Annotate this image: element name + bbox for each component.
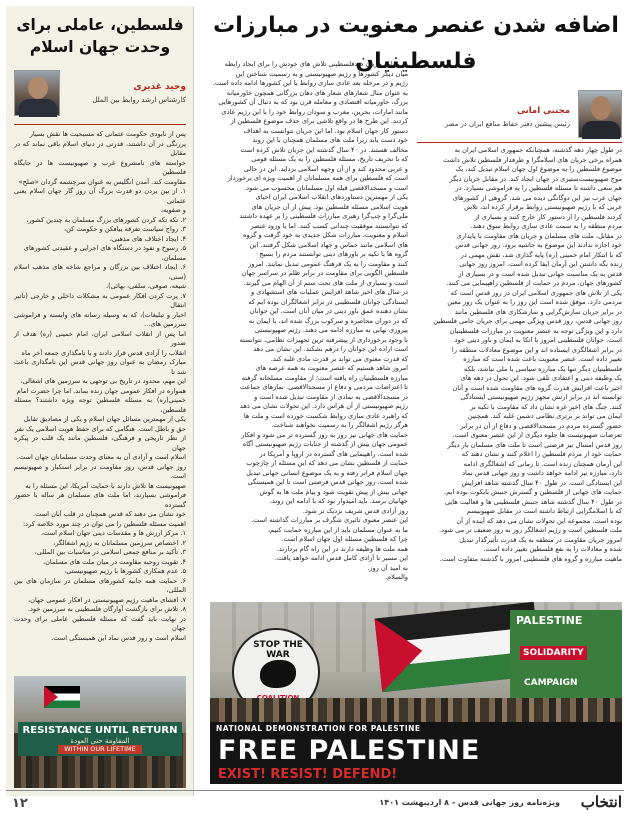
text-line: کنند و مقاومت را به یک فرهنگ عمومی تبدیل نمایند. امروز xyxy=(248,259,408,268)
text-line: ۱. از بین بردن دو قدرت بزرگ آن روز گار جهان اسلام یعنی عثمانی xyxy=(14,187,186,205)
text-line: عربی که با رژیم صهیونیستی روابط برقرار کرده اند، تلاش xyxy=(464,203,622,211)
text-line: ایمان می تواند بر برتری نظامی دشمن غلبه کند. همچنین xyxy=(467,412,622,420)
text-line: در نهایت باید گفت که مسئله فلسطین عاملی برای وحدت جهان xyxy=(14,614,186,632)
text-line: ۲. تکه تکه کردن کشورهای بزرگ مسلمان به چندین کشور، xyxy=(26,215,186,224)
text-line: قدس به یک مناسبت جهانی تبدیل شده است و در بسیاری از xyxy=(458,269,622,278)
text-line: که در دوران محاصره و سرکوب بزرگ شده اند، با ایمان به xyxy=(248,316,408,325)
text-line: اسلام است و روز قدس نماد این همبستگی است. xyxy=(51,633,186,642)
text-line: یکی از مهمترین مسائل جهان اسلام و یکی از مصادیق تقابل xyxy=(23,415,186,423)
text-line: یکی از تلاش های جمهوری اسلامی ایران در روز قدس است که xyxy=(450,288,622,297)
text-line: کنند. جنگ های اخیر غزه نشان داد که مقاومت با تکیه بر xyxy=(470,402,622,411)
text-line: موضوع فلسطین را به موضوع اول جهان اسلام تبدیل کند، یک xyxy=(455,165,622,173)
text-line: روز آزادی قدس شریف نزدیک تر شود. xyxy=(302,506,408,515)
text-line: مقاومت کند. آمدن انگلیس به عنوان سرچشمه گردان «صلح» xyxy=(18,177,186,186)
text-line: جهان اسلام فراتر رفته و به یک موضوع انسانی جهانی تبدیل xyxy=(246,468,408,477)
text-line: زنده نگه داشتن این آرمان ایفا کرده است. امروز روز جهانی xyxy=(459,260,622,268)
psc-line-2: SOLIDARITY xyxy=(520,646,587,660)
demo-banner-line-3: EXIST! RESIST! DEFEND! xyxy=(218,767,398,782)
text-line: روز قدس امسال نیز فرصتی است تا ملت های مسلمان بار دیگر xyxy=(447,440,622,449)
text-line: تغییر داده است. عنصر معنویت باعث شده است که مبارزه xyxy=(463,355,622,363)
footer-divider xyxy=(6,790,624,791)
text-line: اهمیت مسئله فلسطین را می توان در چند مورد خلاصه کرد: xyxy=(22,519,186,528)
text-line: اسلام است و آزادی آن به معنای وحدت مسلمانان جهان است. xyxy=(16,453,186,461)
text-line: که راهبرد عادی سازی روابط شکست خورده است و ملت ها xyxy=(243,411,408,420)
text-line: شده و معادلات را به نفع فلسطین تغییر داده است. xyxy=(483,545,622,553)
text-line: ۳. تأکید بر منافع جمعی اسلامی در مناسبات بین المللی، xyxy=(34,548,186,556)
text-line: مانند امارات، بحرین، مغرب و سودان روابط خود را با این رژیم عادی xyxy=(221,107,408,116)
text-line: در مسجدالاقصی به نمادی از مقاومت تبدیل شده است و xyxy=(254,392,408,401)
text-line: حمایت های جهانی از فلسطین و گسترش جنبش بایکوت بوده ایم. xyxy=(444,488,622,496)
text-line: دارد، مبارزه نیز ادامه خواهد داشت و روز جهانی قدس نماد xyxy=(462,469,622,477)
text-line: این عنصر معنوی تاثیری شگرف بر مبارزات گذاشته است. xyxy=(251,516,408,524)
text-line: که با ابتکار امام خمینی (ره) پایه گذاری شد، نقش مهمی در xyxy=(460,250,622,259)
text-line: بزرگ، خاورمیانه اقتصادی و معامله قرن بود که به دنبال آن کشورهایی xyxy=(218,98,408,106)
text-line: جهانیان برسد. باید امیدوار بود که با ادامه این روند، xyxy=(269,497,408,505)
psc-line-3: CAMPAIGN xyxy=(524,678,578,688)
text-line: مبارک رمضان به عنوان روز جهانی قدس این نامگذاری باعث شد تا xyxy=(14,358,186,376)
text-line: است اراده این جوانان را درهم بشکند. این نشان می دهد xyxy=(253,345,408,353)
text-line: ۴. ایجاد اختلاف های مذهبی، xyxy=(109,234,186,243)
text-line: والسلام. xyxy=(384,573,408,581)
text-line: کردند. این طرح ها در واقع تلاشی برای حذف موضوع فلسطین از xyxy=(230,117,408,125)
article-author xyxy=(417,90,622,140)
text-line: در مقابل، ملت های مسلمان و جریان های مقاومت با پایداری xyxy=(456,231,622,240)
sidebar-body-text xyxy=(14,130,186,670)
article-author-name: مجتبی امانی xyxy=(516,106,570,116)
text-line: دارد و این ویژگی توجه به عنصر معنویت در مبارزات فلسطینیان xyxy=(449,326,622,335)
demo-banner-line-1: NATIONAL DEMONSTRATION FOR PALESTINE xyxy=(216,724,421,733)
article-column-middle xyxy=(208,60,408,598)
text-line: امروز جریان مقاومت در منطقه به یک قدرت تأثیرگذار تبدیل xyxy=(459,535,622,544)
text-line: مردم منطقه را به سمت عادی سازی روابط سوق دهند. xyxy=(470,222,622,230)
sidebar-author-name: وحید غدیری xyxy=(133,82,186,92)
text-line: خواسته های نامشروع غرب و صهیونیست ها در جایگاه فلسطین xyxy=(14,158,186,176)
text-line: ۶. حمایت همه جانبه کشورهای مسلمان در سازمان های بین المللی، xyxy=(14,576,186,594)
sidebar-article xyxy=(6,6,194,796)
text-line: چرا که فلسطین مسئله اول جهان اسلام است. xyxy=(281,535,408,543)
text-line: فلسطینیان دیگر تنها یک مبارزه سیاسی یا ملی نباشد، بلکه xyxy=(463,364,622,373)
text-line: حمایت از فلسطین نشان می دهد که این مسئله از چارچوب xyxy=(246,459,408,467)
text-line: و صفویه، xyxy=(160,206,186,214)
text-line: نشان دهنده عمق باور دینی در میان آنان است. این جوانان xyxy=(249,307,408,315)
text-line: این آرمان همچنان زنده است. تا زمانی که اشغالگری ادامه xyxy=(463,459,622,468)
text-line: به عنوان مثال شعارهای شعار های دهان بزرگانی همچون خاورمیانه xyxy=(226,88,408,97)
banner-line-3: WITHIN OUR LIFETIME xyxy=(58,745,142,754)
text-line: که نتوانستند موفقیت چندانی کسب کنند. اما با ورود عنصر xyxy=(250,221,408,230)
text-line: همراه برخی جریان های اسلامگرا و طرفدار فلسطین تلاش داشت xyxy=(442,155,622,164)
text-line: است و مسجدالاقصی قبله اول مسلمانان محسوب می شود. xyxy=(244,183,408,192)
text-line: فلسطین الگویی برای مقاومت در برابر ظلم در سراسر جهان xyxy=(241,269,408,277)
article-divider xyxy=(417,142,622,143)
text-line: رژیم و در مرحله بعد عادی سازی روابط با این کشورها ادامه داده است. xyxy=(212,79,408,87)
text-line: دستور کار جهان اسلام بود. اما این جریان نتوانست به اهداف xyxy=(243,126,408,135)
text-line: ملی‌گرا و چپ‌گرا رهبری مبارزات فلسطینی را بر عهده داشتند xyxy=(239,212,408,220)
text-line: گروه ها با تکیه بر باورهای دینی توانستند مردم را بسیج xyxy=(259,250,408,258)
text-line: و عربی محدود کند و از آن وجهه اسلامی بزداید. این در حالی xyxy=(243,164,408,173)
text-line: مردمی دارد. موفق شده است این روز را به عنوان یک روز معین xyxy=(447,298,622,306)
text-line: عمومی جهان بیش از گذشته از جنایات رژیم صهیونیستی آگاه xyxy=(242,440,408,448)
text-line: است که فلسطین برای همه مسلمانان از اهمیت ویژه ای برخوردار xyxy=(227,174,408,182)
text-line: به امید آن روز. xyxy=(367,563,408,572)
text-line: خود نشان می دهند که قدس همچنان در قلب آنان است. xyxy=(33,510,186,518)
palestine-flag-icon xyxy=(44,686,80,708)
sidebar-author xyxy=(14,70,186,116)
text-line: حضور گسترده مردم در مسجدالاقصی و دفاع از آن در برابر xyxy=(460,421,622,430)
text-line: فراموشی بسپارند، اما ملت های مسلمان هر ساله با حضور گسترده xyxy=(14,491,186,509)
page-number: ۱۲ xyxy=(12,796,28,811)
text-line: ۷. پرت کردن افکار عمومی به مشکلات داخلی و خارجی (تاثیر انتقال xyxy=(14,291,186,309)
text-line: انقلاب را آزادی قدس قرار دادند و با نامگذاری جمعه آخر ماه xyxy=(21,348,186,357)
text-line: اما پس از انقلاب اسلامی ایران، امام خمینی (ره) هدف از صدور xyxy=(14,329,186,347)
text-line: هرگز رژیم اشغالگر را به رسمیت نخواهند شناخت. xyxy=(271,421,408,429)
text-line: جهان عرب نیز این دوگانگی دیده می شد. گروهی از کشورهای xyxy=(452,193,622,202)
text-line: که قدرت معنوی می تواند بر قدرت مادی غلبه کند. xyxy=(270,354,408,363)
text-line: ۱. مرکز ارزش ها و مقدسات دینی جهان اسلام است، xyxy=(40,529,186,537)
text-line: ۲. اختصاص سرزمین مسلمانان به رژیم اشغالگر، xyxy=(53,538,186,547)
text-line: در طول ۴۰ سال گذشته شاهد جنبش فلسطینی ها و فعالیت هایی xyxy=(444,497,622,506)
text-line: ۴. تقویت روحیه مقاومت در میان ملت های مسلمان، xyxy=(42,557,186,566)
text-line: با وجود برخورداری از پیشرفته ترین تجهیزات نظامی، نتوانسته xyxy=(239,335,408,344)
article-column-right xyxy=(417,146,622,598)
dove-icon xyxy=(260,660,296,688)
text-line: جهانی بیش از پیش تقویت شود و پیام ملت ها به گوش xyxy=(259,487,408,496)
sidebar-author-photo xyxy=(14,70,60,116)
text-line: رژیم صهیونیستی از آن هراس دارد. این تحولات نشان می دهد xyxy=(239,402,408,410)
text-line: خمینی(ره) به مسئله فلسطین توجه ویژه داشتند؟ مسئله فلسطین، xyxy=(14,396,186,414)
resistance-banner xyxy=(18,722,182,756)
text-line: پیروزی نهایی به مبارزه ادامه می دهند. رژیم صهیونیستی xyxy=(254,326,408,334)
text-line: شده است. روز جهانی قدس فرصتی است تا این همبستگی xyxy=(247,478,408,486)
text-line: روز جهانی قدس، روز قدس ویژگی مهمی برای جریان حامی فلسطین xyxy=(433,317,622,325)
text-line: اخیر باعث افزایش قدرت گروه های مقاومت شده است و آنان xyxy=(452,383,622,392)
text-line: خود دست یابد زیرا ملت های مسلمان همچنان با این روند xyxy=(252,136,408,144)
text-line: ماهیت مبارزه و گروه های فلسطینی امروز با گذشته متفاوت است. xyxy=(439,554,622,563)
text-line: هویت اسلامی مسئله فلسطین بود. پیش از آن جریان های xyxy=(251,202,408,211)
text-line: ۷. افشای ماهیت رژیم صهیونیستی در افکار عمومی جهان، xyxy=(28,595,186,604)
text-line: ۶. ایجاد اختلاف بین بزرگان و مراجع شاخه های مذهب اسلام (سنی، xyxy=(14,263,186,281)
text-line: است. جوانان فلسطینی امروز با اتکا به ایمان و باور دینی خود xyxy=(454,336,622,344)
text-line: در طول چهار دهه گذشته، همچنانکه جمهوری اسلامی ایران به xyxy=(454,146,622,154)
text-line: در برابر جریان سازش‌گرایی و سازشکاری های فلسطین مانند xyxy=(454,307,622,316)
text-line: ما به عنوان مسلمان باید از این مبارزه حمایت کنیم، xyxy=(267,525,408,534)
text-line: پررنگی در آن داشتند، قدرتی در دنیای اسلام باقی نماند که در مقابل xyxy=(14,139,186,157)
text-line: همواره در افکار عمومی جهان زنده بماند. اما چرا حضرت امام xyxy=(16,386,186,395)
text-line: این مهم، محدود در تاریخ بی توجهی به سرزمین های اشغالی، xyxy=(20,377,186,385)
text-line: خود اجازه ندادند این موضوع به حاشیه برود. روز جهانی قدس xyxy=(455,241,622,249)
text-line: ایستادگی جوانان فلسطینی در برابر اشغالگران بوده ایم که xyxy=(248,297,408,306)
placard-top-text: STOP THE WAR xyxy=(253,640,303,660)
text-line: اخبار و تبلیغات)، که به وسیله رسانه های وابسته و فراموشی سرزمین های... xyxy=(14,310,186,328)
sidebar-photo xyxy=(14,676,186,788)
text-line: میان دیگر کشورها و رژیم صهیونیستی و به رسمیت شناختن این xyxy=(235,69,408,78)
text-line: شیعه، صوفی، سلفی، بهائی)، xyxy=(105,282,186,290)
text-line: در برابر اشغالگری ایستاده اند و این موضوع معادلات منطقه را xyxy=(451,345,622,354)
sidebar-title: فلسطین، عاملی برای وحدت جهان اسلام xyxy=(16,16,184,56)
text-line: این مسیر تا آزادی کامل قدس ادامه خواهد یافت. xyxy=(274,554,408,562)
text-line: یک وظیفه دینی و اعتقادی تلقی شود. این تحول در دهه های xyxy=(460,374,622,382)
text-line: حمایت خود از مردم فلسطین را اعلام کنند و نشان دهند که xyxy=(461,450,622,458)
text-line: در مقابل جریان ضدفلسطینی تلاش های خودش را برای ایجاد رابطه xyxy=(224,60,408,68)
publication-line: ویژه‌نامه روز جهانی قدس - ۸ اردیبهشت ۱۴۰۱ xyxy=(379,798,560,807)
text-line: ۵. عدم همکاری کشورها با رژیم صهیونیستی، xyxy=(64,567,186,575)
text-line: اسلام و معنویت، مبارزات شکل جدیدی به خود گرفت و گروه xyxy=(243,231,408,239)
text-line: ملت فلسطین است و رژیم اشغالگر روز به روز ضعیف تر می شود. xyxy=(439,526,622,534)
text-line: مسلمان، xyxy=(161,253,186,262)
sidebar-divider xyxy=(14,124,186,125)
text-line: که با تحریف تاریخ، مسئله فلسطین را به یک مسئله قومی xyxy=(251,155,408,163)
text-line: کشورهای جهان، مردم در حمایت از فلسطین راهپیمایی می کنند. xyxy=(446,279,622,287)
demonstration-banner xyxy=(210,722,622,784)
text-line: پس از نابودی حکومت عثمانی که مسیحیت ها نقش بسیار xyxy=(29,130,186,138)
text-line: که با اسلامگرایی ارتباط داشته است در مقابل صهیونیسم xyxy=(466,507,622,515)
text-line: در سال های اخیر شاهد افزایش عملیات های استشهادی و xyxy=(250,288,408,296)
article-photo xyxy=(210,602,622,784)
text-line: ۵. رسوخ و نفوذ در دستگاه های اجرایی و عقیدتی کشورهای xyxy=(23,244,186,252)
text-line: حمایت های جهانی نیز روز به روز گسترده تر می شود و افکار xyxy=(241,430,408,439)
text-line: این ایستادگی است. در طول ۴۰ سال گذشته شاهد افزایش xyxy=(461,478,622,487)
banner-line-1: RESISTANCE UNTIL RETURN xyxy=(22,725,178,736)
text-line: از نظر تاریخی و فرهنگی، فلسطین مانند یک قلب در پیکره جهان xyxy=(14,434,186,452)
text-line: تا اعتراضات مردمی و دفاع از مسجدالاقصی. نمازهای جماعت xyxy=(240,383,408,391)
article-author-photo xyxy=(578,90,622,138)
text-line: حق و باطل است. هنگامی که برای حفظ هویت اسلامی یک نفر xyxy=(15,424,186,433)
sidebar-author-role: کارشناس ارشد روابط بین الملل xyxy=(92,96,186,104)
article-author-role: رئیس پیشین دفتر حفاظ منافع ایران در مصر xyxy=(445,120,570,128)
article-title: اضافه شدن عنصر معنویت در مبارزات فلسطینیان xyxy=(213,13,619,74)
text-line: هم سعی داشته تا مسئله فلسطین را به فراموشی بسپارد. در xyxy=(455,184,622,192)
text-line: ۳. رواج سیاست تفرقه بیافکن و حکومت کن، xyxy=(63,225,186,233)
psc-line-1: PALESTINE xyxy=(516,614,583,627)
text-line: کردند فلسطین را از دستور کار خارج کنند و بسیاری از xyxy=(474,212,622,221)
text-line: روز جهانی قدس، روز مقاومت در برابر استکبار و صهیونیسم است. xyxy=(14,462,186,480)
newspaper-logo: انتخاب xyxy=(580,793,622,811)
banner-line-2: المقاومة حتى العودة xyxy=(70,737,130,745)
text-line: شده است. راهپیمایی های گسترده در اروپا و آمریکا در xyxy=(259,449,408,458)
text-line: تعرضات صهیونیست ها جلوه دیگری از این عنصر معنوی است. xyxy=(452,431,622,439)
text-line: است و بسیاری از ملت های تحت ستم از آن الهام می گیرند. xyxy=(243,278,408,287)
text-line: یکی از مهمترین دستاوردهای انقلاب اسلامی ایران احیای xyxy=(255,193,408,201)
text-line: مبارزه فلسطینیان راه یافته است؛ از مقاومت مسلحانه گرفته xyxy=(241,373,408,382)
text-line: توانسته اند در برابر ارتش مجهز رژیم صهیونیستی ایستادگی xyxy=(460,393,622,401)
solidarity-campaign-banner xyxy=(510,610,622,702)
text-line: امروز شاهد هستیم که عنصر معنویت به همه عرصه های xyxy=(255,364,408,372)
text-line: موج صهیونیست‌ستیزی در جهان ایجاد کند. در مقابل جریان دیگر xyxy=(449,174,622,183)
demo-banner-line-2: FREE PALESTINE xyxy=(218,735,481,766)
text-line: بوده است. مجموعه این تحولات نشان می دهد که آینده از آن xyxy=(456,516,622,525)
text-line: مخالف هستند. در ۴۰ سال گذشته این جریان تلاش کرده است xyxy=(240,145,408,154)
text-line: همه ملت ها وظیفه دارند در این راه گام بردارند. xyxy=(276,544,408,553)
text-line: صهیونیست ها تلاش دارند با حمایت آمریکا، این مسئله را به xyxy=(25,481,186,490)
text-line: های اسلامی مانند حماس و جهاد اسلامی شکل گرفتند. این xyxy=(249,240,408,249)
text-line: ۸. تلاش برای بازگشت آوارگان فلسطینی به سرزمین خود. xyxy=(27,605,186,613)
